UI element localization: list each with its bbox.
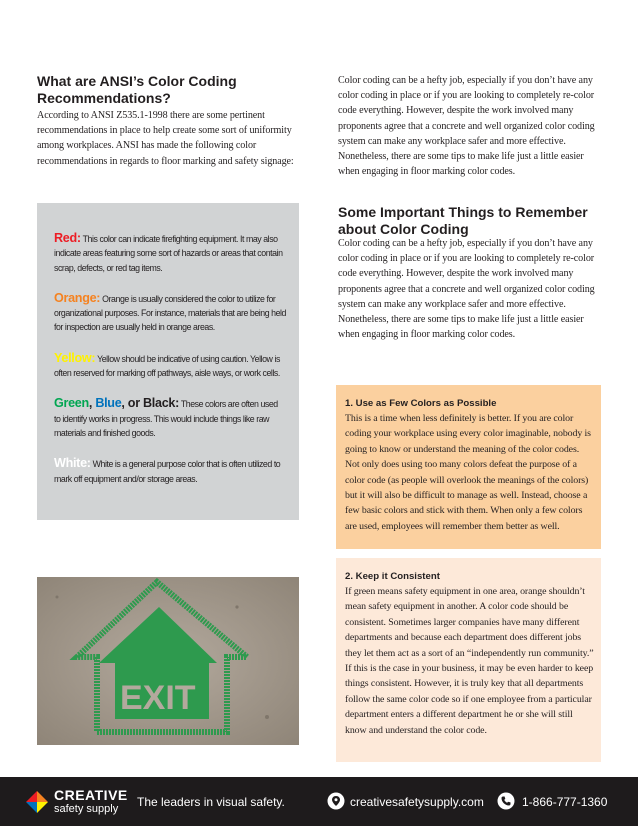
brand-name: CREATIVE: [54, 787, 128, 803]
footer-phone-link[interactable]: 1-866-777-1360: [522, 795, 608, 809]
brand-subname: safety supply: [54, 803, 119, 815]
color-entry-label: [54, 396, 179, 410]
phone-icon: [497, 792, 515, 810]
color-recommendations-box: [37, 203, 299, 520]
color-entry: [54, 231, 286, 275]
color-entry: [54, 456, 286, 486]
footer-bar: [0, 777, 638, 826]
color-entry-text: These colors are often used to identify works in progress. This would include things like raw materials and finished goods.: [54, 399, 278, 438]
color-entry-text: White is a general purpose color that is often utilized to mark off equipment and/or storage areas.: [54, 459, 281, 484]
color-entry-label: White:: [54, 456, 91, 471]
color-entry-label-part: Green: [54, 396, 89, 411]
right-paragraph-2: Color coding can be a hefty job, especially if you don’t have any color coding in place or if you are looking to completely re-color code everything. However, despite the work involved many proponents agree that a concrete and well organized color coding system can make any workplace safer and more effective. Nonetheless, there are some tips to make life just a little easier when engaging in floor marking color codes.: [338, 238, 595, 341]
color-entry-text: This color can indicate firefighting equipment. It may also indicate areas featuring some sort of hazards or areas that contain scrap, defects, or red tag items.: [54, 234, 283, 273]
exit-arrow-graphic: [37, 577, 299, 745]
footer-website-link[interactable]: creativesafetysupply.com: [350, 795, 484, 809]
footer-tagline: The leaders in visual safety.: [137, 795, 285, 809]
tip-1-title: 1. Use as Few Colors as Possible: [345, 398, 497, 409]
exit-floor-photo: [37, 577, 299, 745]
color-entry: [54, 396, 286, 440]
left-heading: What are ANSI’s Color Coding Recommendations?: [37, 73, 237, 106]
tip-1-box: [336, 385, 601, 549]
color-entry-label: Orange:: [54, 290, 101, 305]
tip-2-box: [336, 558, 601, 762]
color-entry-label: Red:: [54, 231, 81, 245]
color-entry-label-part: ,: [88, 396, 96, 411]
location-pin-icon: [327, 792, 345, 810]
brand-logo-icon: [24, 789, 50, 815]
tip-1-body: This is a time when less definitely is better. If you are color coding your workplace using every color imaginable, nobody is going to know or understand the meaning of the color codes. Not only does using too many colors defeat the purpose of a color code (as people will overlook the meanings of the colors) but it will also be difficult to manage as well. Instead, choose a few basic colors and stick with them. When only a few colors are used, employees will remember them better as well.: [345, 413, 591, 532]
color-entry: [54, 291, 286, 335]
exit-sign-text: EXIT: [120, 679, 196, 717]
color-entry-text: Yellow should be indicative of using caution. Yellow is often reserved for marking off pathways, aisle ways, or work cells.: [54, 353, 280, 379]
color-entry: [54, 351, 286, 381]
right-paragraph-1: Color coding can be a hefty job, especially if you don’t have any color coding in place or if you are looking to completely re-color code everything. However, despite the work involved many proponents agree that a concrete and well organized color coding system can make any workplace safer and more effective. Nonetheless, there are some tips to make life just a little easier when engaging in floor marking color codes.: [338, 75, 595, 178]
color-entry-label-part: , or Black:: [121, 396, 179, 411]
color-entry-text: Orange is usually considered the color to utilize for organizational purposes. For instance, materials that are being held for inspection are usually held in orange areas.: [54, 293, 286, 333]
color-list: [54, 231, 286, 502]
left-intro: According to ANSI Z535.1-1998 there are some pertinent recommendations in place to help create some sort of uniformity among workplaces. ANSI has made the following color recommendations in regards to floor marking and safety signage:: [37, 110, 294, 167]
color-entry-label-part: Blue: [95, 396, 122, 411]
tip-2-title: 2. Keep it Consistent: [345, 571, 440, 582]
right-heading: Some Important Things to Remember about Color Coding: [338, 204, 588, 237]
tip-2-body: If green means safety equipment in one area, orange shouldn’t mean safety equipment in another. A color code should be consistent. Sometimes larger companies have many different departments and because each department does different jobs they let them act as a sort of an “independently run community.” If this is the case in your business, it may be even harder to keep things consistent. However, it is truly key that all departments follow the same color code so if one employee from a particular department enters a different department he or she will still know and understand the color code.: [345, 586, 594, 736]
color-entry-label: Yellow:: [54, 350, 96, 365]
